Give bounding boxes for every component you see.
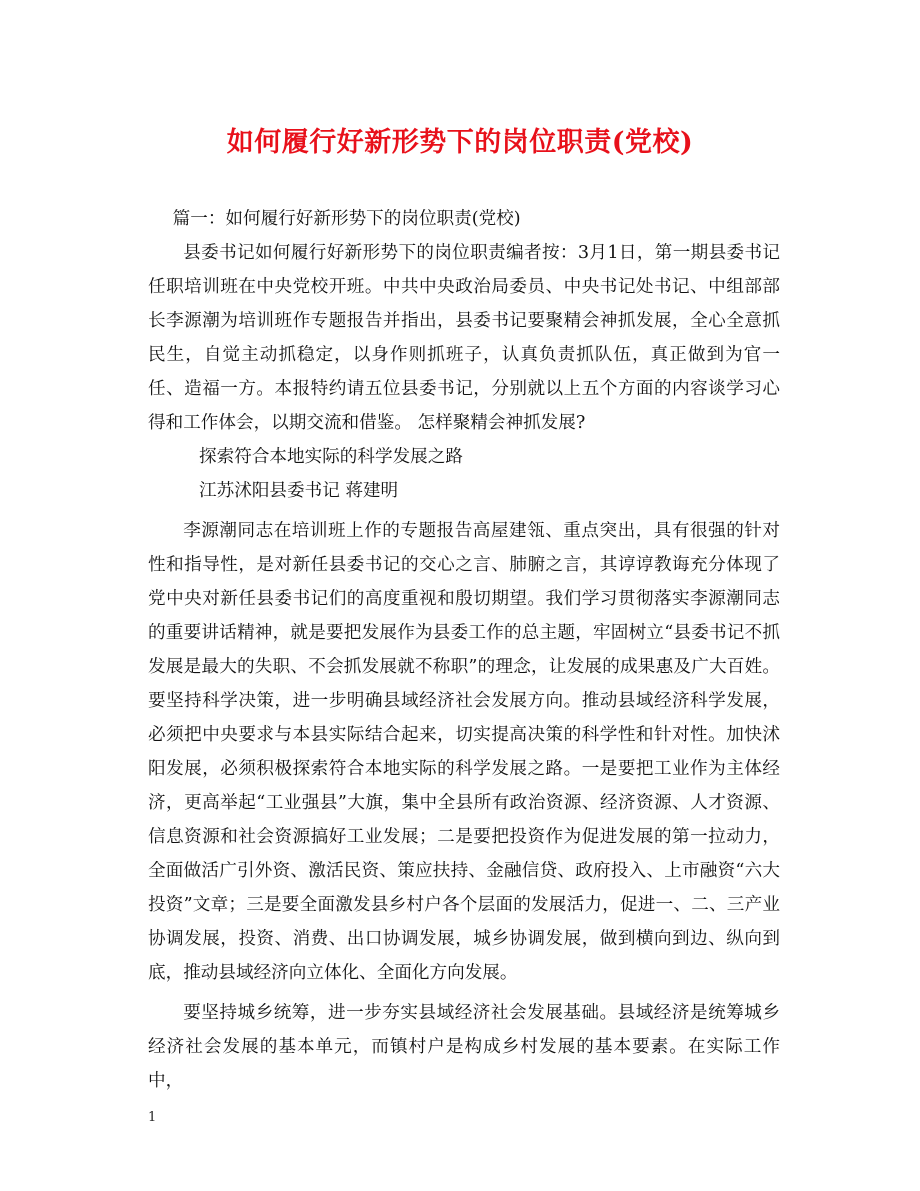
paragraph-body-2: 要坚持城乡统筹，进一步夯实县域经济社会发展基础。县域经济是统筹城乡经济社会发展的基本单元，而镇村户是构成乡村发展的基本要素。在实际工作中， — [148, 1003, 780, 1091]
article-subtitle: 探索符合本地实际的科学发展之路 — [199, 447, 463, 467]
article-author: 江苏沭阳县委书记 蒋建明 — [199, 481, 399, 501]
document-body — [148, 202, 780, 1098]
paragraph-body-1: 李源潮同志在培训班上作的专题报告高屋建瓴、重点突出，具有很强的针对性和指导性，是对新任县委书记的交心之言、肺腑之言，其谆谆教诲充分体现了党中央对新任县委书记们的高度重视和殷切期望。我们学习贯彻落实李源潮同志的重要讲话精神，就是要把发展作为县委工作的总主题，牢固树立“县委书记不抓发展是最大的失职、不会抓发展就不称职”的理念，让发展的成果惠及广大百姓。 要坚持科学决策，进一步明确县域经济社会发展方向。推动县域经济科学发展，必须把中央要求与本县实际结合起来，切实提高决策的科学性和针对性。加快沭阳发展，必须积极探索符合本地实际的科学发展之路。一是要把工业作为主体经济，更高举起“工业强县”大旗，集中全县所有政治资源、经济资源、人才资源、信息资源和社会资源搞好工业发展；二是要把投资作为促进发展的第一拉动力，全面做活广引外资、激活民资、策应扶持、金融信贷、政府投入、上市融资“六大投资”文章；三是要全面激发县乡村户各个层面的发展活力，促进一、二、三产业协调发展，投资、消费、出口协调发展，城乡协调发展，做到横向到边、纵向到底，推动县域经济向立体化、全面化方向发展。 — [148, 521, 780, 983]
page-number: 1 — [148, 1110, 157, 1125]
section-heading: 篇一：如何履行好新形势下的岗位职责(党校) — [172, 209, 521, 229]
paragraph-intro: 县委书记如何履行好新形势下的岗位职责编者按：3月1日，第一期县委书记任职培训班在中央党校开班。中共中央政治局委员、中央书记处书记、中组部部长李源潮为培训班作专题报告并指出，县委书记要聚精会神抓发展，全心全意抓民生，自觉主动抓稳定，以身作则抓班子，认真负责抓队伍，真正做到为官一任、造福一方。本报特约请五位县委书记，分别就以上五个方面的内容谈学习心得和工作体会，以期交流和借鉴。 怎样聚精会神抓发展? — [148, 243, 780, 433]
document-title: 如何履行好新形势下的岗位职责(党校) — [226, 127, 694, 158]
